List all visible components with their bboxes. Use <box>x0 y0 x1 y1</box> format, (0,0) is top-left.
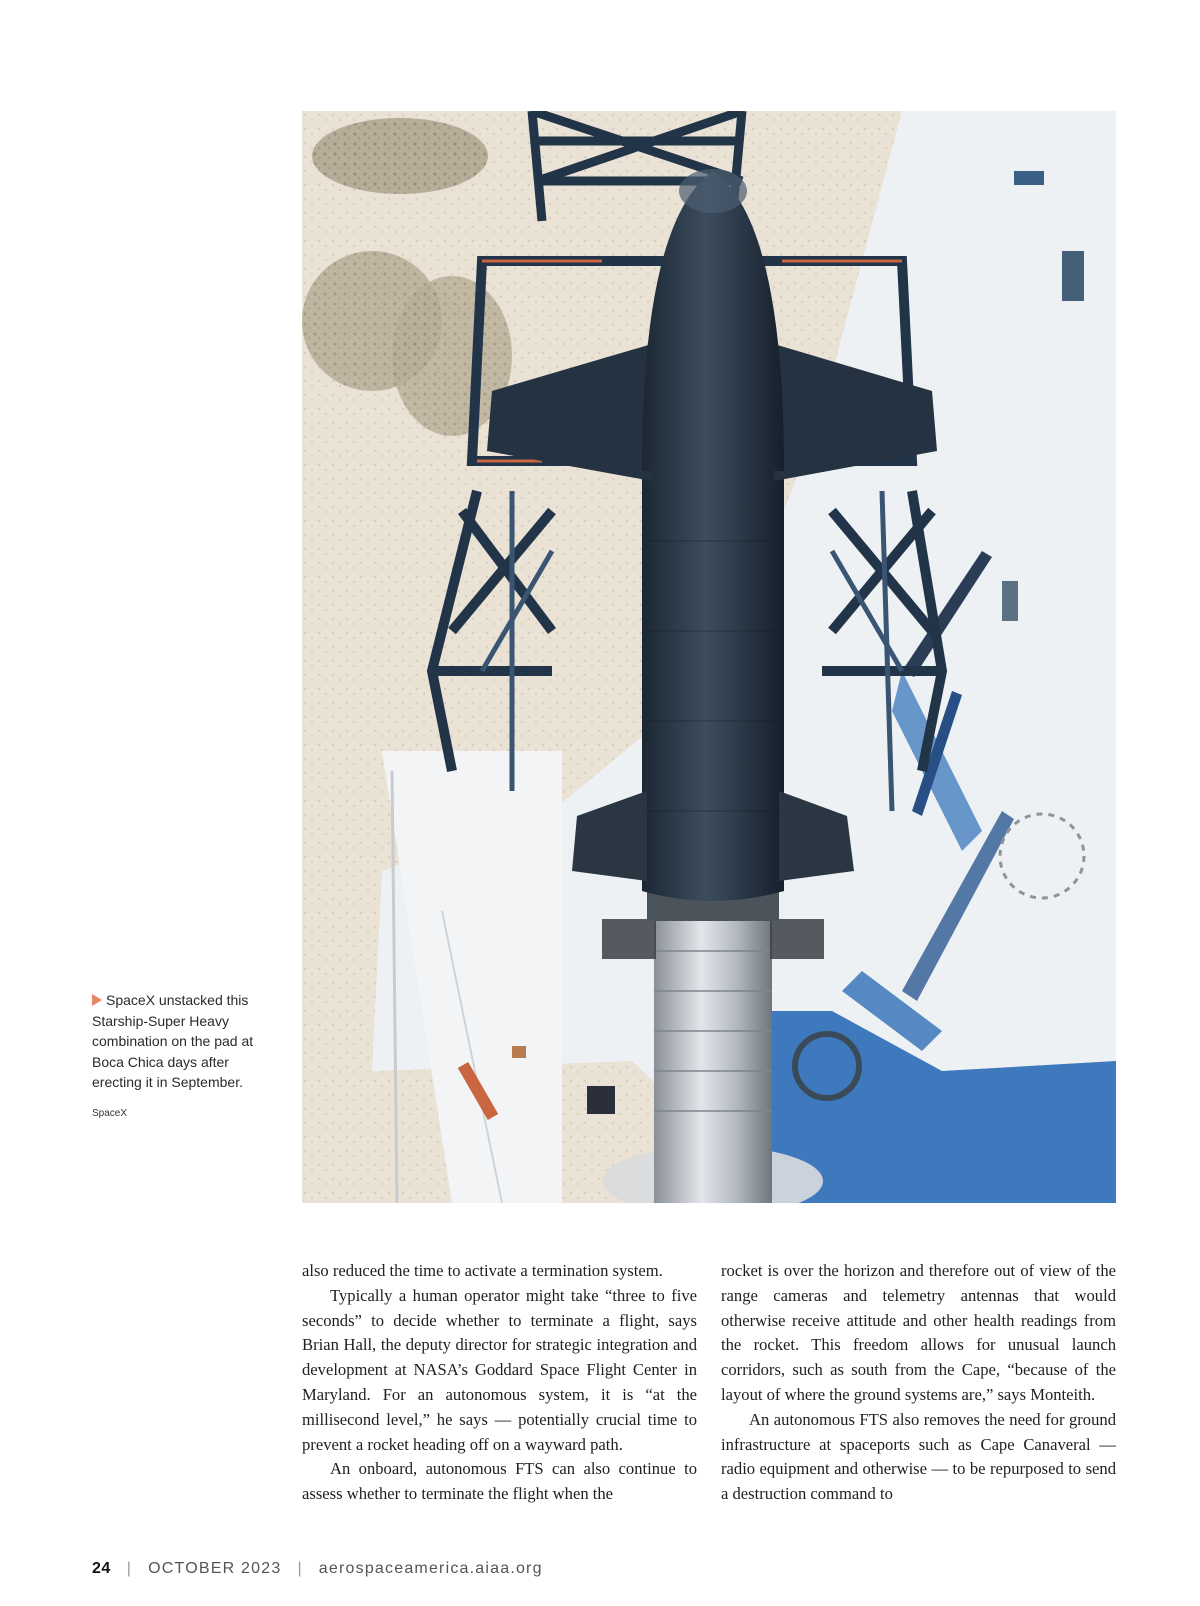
caption-marker-icon <box>92 994 102 1006</box>
starship-photo <box>302 111 1116 1203</box>
article-paragraph: rocket is over the horizon and therefore out of view of the range cameras and telemetry antennas that would otherwise receive attitude and other health readings from the rocket. This freedom allows for unusual launch corridors, such as south from the Cape, “because of the layout of where the ground systems are,” says Monteith. <box>721 1261 1116 1404</box>
page-number: 24 <box>92 1560 111 1577</box>
photo-credit: SpaceX <box>92 1108 128 1119</box>
article-column-right <box>721 1259 1116 1507</box>
issue-date: OCTOBER 2023 <box>148 1560 282 1577</box>
article-paragraph: An autonomous FTS also removes the need for ground infrastructure at spaceports such as Cape Canaveral — radio equipment and otherwise — to be repurposed to send a destruction command to <box>721 1409 1116 1504</box>
caption-text: SpaceX unstacked this Starship-Super Heavy combination on the pad at Boca Chica days after erecting it in September. <box>92 992 254 1090</box>
page-footer <box>92 1560 543 1578</box>
footer-divider: | <box>126 1560 133 1577</box>
footer-divider: | <box>297 1560 303 1577</box>
article-paragraph: An onboard, autonomous FTS can also continue to assess whether to terminate the flight when the <box>302 1459 697 1504</box>
article-column-left <box>302 1259 697 1507</box>
website-link[interactable]: aerospaceamerica.aiaa.org <box>318 1560 543 1577</box>
article-paragraph: Typically a human operator might take “three to five seconds” to decide whether to terminate a flight, says Brian Hall, the deputy director for strategic integration and development at NASA’s Goddard Space Flight Center in Maryland. For an autonomous system, it is “at the millisecond level,” he says — potentially crucial time to prevent a rocket heading off on a wayward path. <box>302 1285 697 1454</box>
article-paragraph: also reduced the time to activate a termination system. <box>302 1261 663 1280</box>
photo-caption <box>92 990 272 1093</box>
